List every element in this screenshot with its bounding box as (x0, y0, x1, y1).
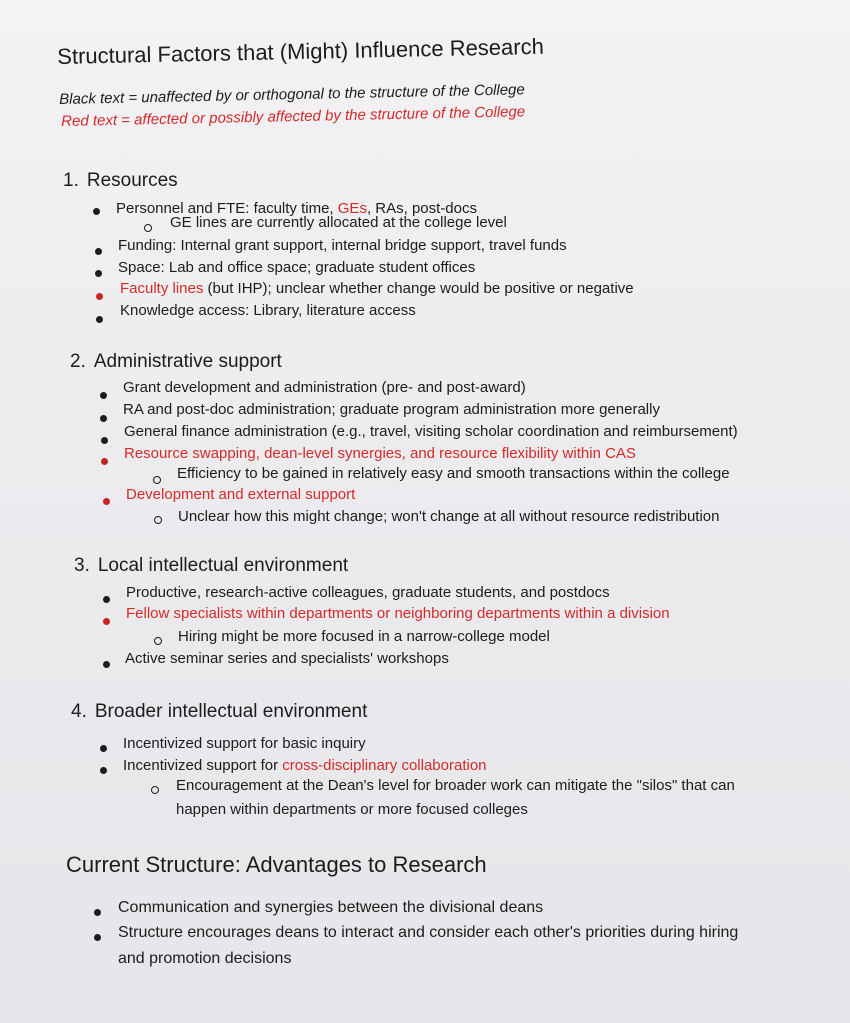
sub-list-item: GE lines are currently allocated at the college level (170, 214, 507, 231)
sub-bullet-icon (144, 224, 152, 232)
page-title: Structural Factors that (Might) Influence Research (57, 33, 545, 69)
section-title: Local intellectual environment (97, 555, 349, 576)
section-title: Resources (86, 170, 178, 191)
list-item: Grant development and administration (pre- and post-award) (123, 379, 526, 396)
bullet-icon (95, 248, 102, 255)
bullet-icon (100, 392, 107, 399)
bullet-icon (100, 415, 107, 422)
item-text: , RAs, post-docs (366, 200, 477, 217)
bullet-icon (94, 909, 101, 916)
list-item: Productive, research-active colleagues, graduate students, and postdocs (126, 584, 610, 601)
sub-bullet-icon (154, 637, 162, 645)
bullet-icon (96, 293, 103, 300)
section-number: 1. (63, 170, 79, 191)
item-text: Personnel and FTE: faculty time, (116, 200, 338, 217)
list-item: Funding: Internal grant support, internal bridge support, travel funds (118, 237, 567, 254)
section-heading-administrative-support (70, 351, 282, 373)
sub-list-item: Unclear how this might change; won't change at all without resource redistribution (178, 508, 720, 525)
item-text-red: GEs (337, 200, 367, 217)
list-item: General finance administration (e.g., travel, visiting scholar coordination and reimbursement) (124, 423, 738, 440)
bullet-icon (93, 208, 100, 215)
bullet-icon (103, 618, 110, 625)
list-item: Incentivized support for basic inquiry (123, 735, 366, 752)
bullet-icon (101, 458, 108, 465)
sub-list-item-continued: happen within departments or more focused colleges (176, 801, 528, 818)
sub-bullet-icon (153, 476, 161, 484)
list-item: Active seminar series and specialists' workshops (125, 650, 449, 667)
list-item: Knowledge access: Library, literature access (120, 302, 416, 319)
section-number: 3. (74, 555, 90, 576)
item-text: (but IHP); unclear whether change would be positive or negative (203, 280, 634, 297)
list-item: Fellow specialists within departments or neighboring departments within a division (126, 605, 670, 622)
section-number: 2. (70, 351, 86, 372)
sub-bullet-icon (154, 516, 162, 524)
section-heading-local-intellectual-environment (74, 555, 348, 577)
section-number: 4. (71, 701, 87, 722)
bullet-icon (100, 745, 107, 752)
item-text-red: cross-disciplinary collaboration (282, 757, 487, 774)
list-item (120, 280, 634, 297)
bullet-icon (96, 316, 103, 323)
list-item: Structure encourages deans to interact and consider each other's priorities during hiring (118, 924, 739, 941)
bullet-icon (103, 596, 110, 603)
bullet-icon (100, 767, 107, 774)
list-item: RA and post-doc administration; graduate program administration more generally (123, 401, 660, 418)
list-item: Resource swapping, dean-level synergies, and resource flexibility within CAS (124, 445, 636, 462)
legend-black: Black text = unaffected by or orthogonal to the structure of the College (59, 81, 525, 108)
list-item (123, 757, 487, 774)
list-item-continued: and promotion decisions (118, 950, 292, 967)
bullet-icon (94, 934, 101, 941)
list-item: Space: Lab and office space; graduate student offices (118, 259, 476, 276)
sub-bullet-icon (151, 786, 159, 794)
bullet-icon (101, 437, 108, 444)
current-structure-heading: Current Structure: Advantages to Research (66, 852, 487, 877)
section-heading-broader-intellectual-environment (71, 701, 367, 723)
item-text-red: Faculty lines (120, 280, 204, 297)
section-heading-resources (63, 170, 178, 192)
sub-list-item: Encouragement at the Dean's level for broader work can mitigate the "silos" that can (176, 777, 735, 794)
section-title: Administrative support (93, 351, 282, 372)
list-item: Development and external support (126, 486, 356, 503)
list-item: Communication and synergies between the divisional deans (118, 899, 544, 916)
sub-list-item: Efficiency to be gained in relatively easy and smooth transactions within the college (177, 465, 730, 482)
section-title: Broader intellectual environment (94, 701, 368, 722)
bullet-icon (95, 270, 102, 277)
legend-red: Red text = affected or possibly affected by the structure of the College (61, 103, 526, 130)
bullet-icon (103, 498, 110, 505)
bullet-icon (103, 661, 110, 668)
sub-list-item: Hiring might be more focused in a narrow-college model (178, 628, 550, 645)
item-text: Incentivized support for (123, 757, 283, 774)
